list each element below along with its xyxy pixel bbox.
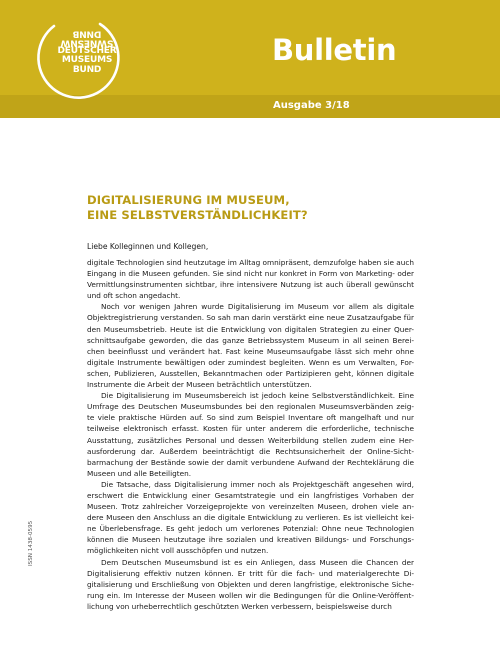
logo-line-flipped: SWNESNW — [60, 37, 114, 48]
body-line: te viele praktische Hürden auf. So sind zum Beispiel Inventare oft mangelhaft und nur — [87, 413, 414, 423]
body-line: lichung von urheberrechtlich geschützten Werken verbessern, beispielsweise durch — [87, 601, 392, 611]
article-body — [87, 257, 414, 612]
body-line: digitale Technologien sind heutzutage im Alltag omnipräsent, demzufolge haben sie auch — [87, 258, 414, 267]
body-line: können die Museen heutzutage ihre sozialen und kreativen Bildungs- und Forschungs- — [87, 535, 414, 545]
headline-line: DIGITALISIERUNG IM MUSEUM, — [87, 193, 290, 207]
body-line: teilweise elektronisch erfasst. Kosten für unter anderem die erforderliche, technische — [87, 424, 414, 434]
body-line: dere Museen den Anschluss an die digitale Entwicklung zu verlieren. Es ist vielleicht kei- — [87, 513, 414, 523]
body-line: Die Tatsache, dass Digitalisierung immer noch als Projektgeschäft angesehen wird, — [101, 479, 414, 489]
body-line: chen beeinflusst und verändert hat. Fast keine Museumsaufgabe lässt sich mehr ohne — [87, 346, 414, 356]
logo-line: BUND — [72, 64, 102, 75]
body-line: Die Digitalisierung im Museumsbereich ist jedoch keine Selbstverständlichkeit. Eine — [101, 391, 414, 401]
logo-line-flipped: DNNB — [72, 28, 102, 39]
body-line: Digitalisierung effektiv nutzen können. Er tritt für die fach- und materialgerechte Di- — [87, 568, 414, 578]
body-line: barmachung der Bestände sowie der damit verbundene Aufwand der Rechteklärung die — [87, 457, 414, 467]
body-line: möglichkeiten nicht voll ausschöpfen und nutzen. — [87, 546, 269, 556]
body-line: Objektregistrierung verstanden. So sah man darin verstärkt eine neue Zusatzaufgabe für — [87, 313, 414, 323]
body-line: erschwert die Entwicklung einer Gesamtstrategie und ein langfristiges Vorhaben der — [87, 490, 414, 500]
body-line: Noch vor wenigen Jahren wurde Digitalisierung im Museum vor allem als digitale — [101, 302, 414, 312]
body-line: ausforderung dar. Außerdem beeinträchtigt die Rechtsunsicherheit der Online-Sicht- — [87, 446, 414, 456]
body-line: ne Überlebensfrage. Es geht jedoch um verlorenes Potenzial: Ohne neue Technologien — [87, 524, 414, 534]
body-line: Museen und alle Beteiligten. — [87, 468, 192, 478]
body-line: schnittsaufgabe geworden, die das ganze Betriebssystem Museum in all seinen Berei- — [87, 335, 414, 345]
body-line: Vermittlungsinstrumenten sichtbar, ihre intensivere Nutzung ist auch überall gewünscht — [87, 280, 414, 290]
body-line: digitale Instrumente bewältigen oder zumindest begleiten. Wenn es um Verwalten, For- — [87, 357, 414, 367]
page-title: Bulletin — [272, 33, 397, 67]
body-line: Instrumente die Arbeit der Museen beträchtlich unterstützen. — [87, 380, 312, 390]
article-headline — [87, 193, 308, 222]
logo-line: DEUTSCHER — [57, 45, 117, 56]
body-line: schen, Publizieren, Ausstellen, Bekanntmachen oder Partizipieren geht, können digitale — [87, 368, 414, 378]
museumsbund-logo — [34, 14, 138, 110]
body-line: Ausstattung, zusätzliches Personal und dessen Weiterbildung stellen zudem eine Her- — [87, 435, 414, 445]
body-line: gitalisierung und Erschließung von Objekten und deren langfristige, elektronische Siche- — [87, 579, 414, 589]
issn-label: ISSN 1438-0595 — [28, 520, 34, 566]
logo-wordmark — [56, 28, 118, 75]
body-line: rung ein. Im Interesse der Museen wollen wir die Bedingungen für die Online-Veröffent- — [87, 590, 414, 600]
body-line: und oft schon angedacht. — [87, 291, 181, 301]
body-line: Museen. Trotz zahlreicher Vorzeigeprojekte von vereinzelten Museen, drohen viele an- — [87, 502, 414, 512]
greeting: Liebe Kolleginnen und Kollegen, — [87, 242, 209, 251]
issue-number: Ausgabe 3/18 — [273, 100, 350, 111]
body-line: Eingang in die Museen gefunden. Sie sind nicht nur konkret in Form von Marketing- oder — [87, 269, 414, 279]
body-line: Dem Deutschen Museumsbund ist es ein Anliegen, dass Museen die Chancen der — [101, 557, 414, 567]
body-line: Umfrage des Deutschen Museumsbundes bei den regionalen Museumsverbänden zeig- — [87, 402, 414, 412]
body-line: den Museumsbetrieb. Heute ist die Entwicklung von digitalen Strategien zu einer Quer- — [87, 324, 414, 334]
headline-line: EINE SELBSTVERSTÄNDLICHKEIT? — [87, 207, 308, 222]
logo-line: MUSEUMS — [61, 55, 113, 66]
